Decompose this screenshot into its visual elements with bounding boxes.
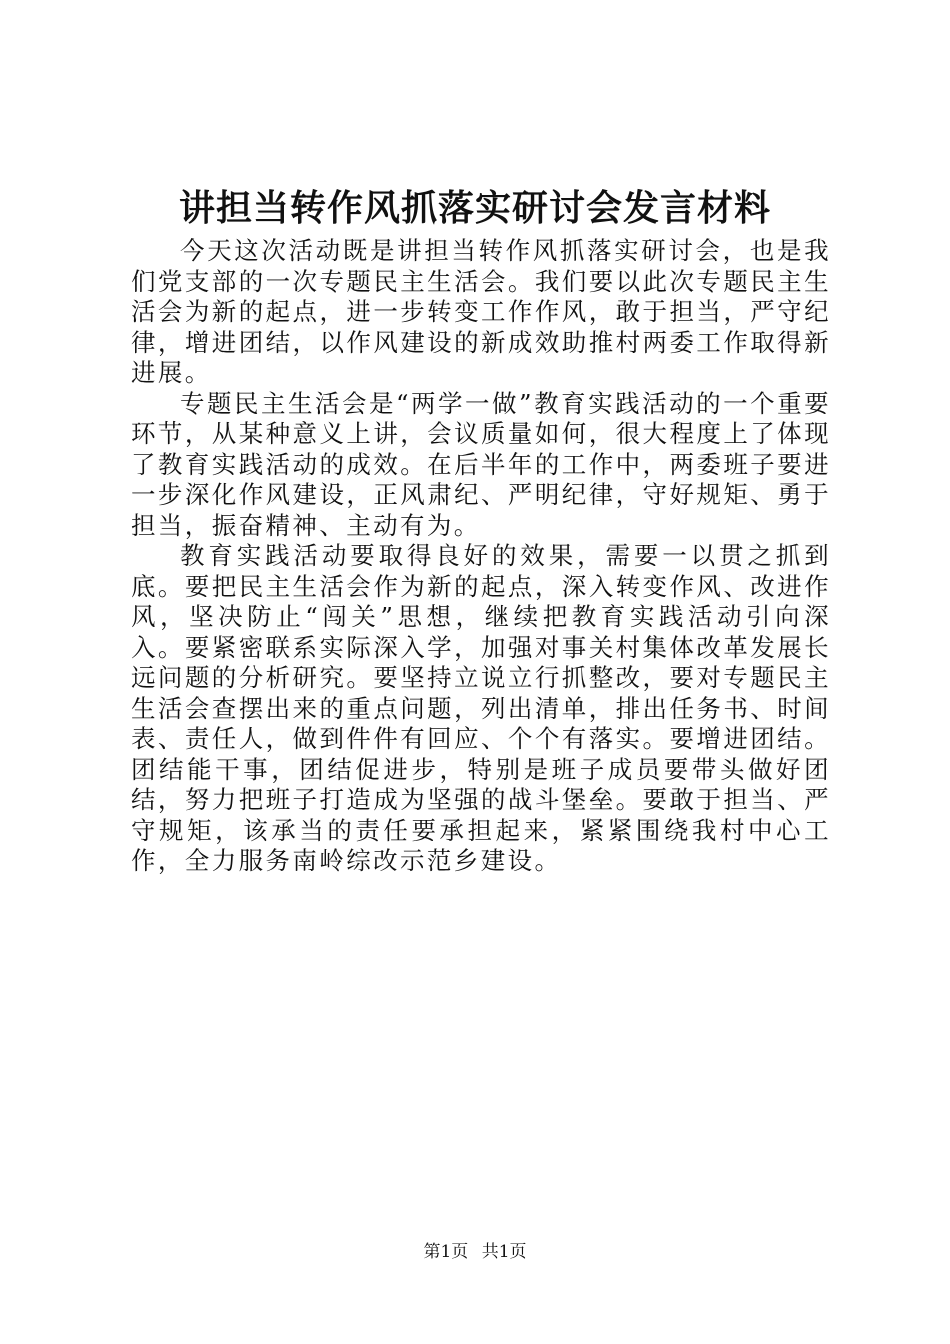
page-footer [0, 1240, 950, 1264]
paragraph-2: 专题民主生活会是“两学一做”教育实践活动的一个重要环节，从某种意义上讲，会议质量如何，很大程度上了体现了教育实践活动的成效。在后半年的工作中，两委班子要进一步深化作风建设，正风肃纪、严明纪律，守好规矩、勇于担当，振奋精神、主动有为。 [131, 388, 831, 540]
document-body [131, 236, 831, 877]
page-total: 共1页 [481, 1242, 527, 1262]
page-number: 第1页 [423, 1242, 469, 1262]
paragraph-1: 今天这次活动既是讲担当转作风抓落实研讨会，也是我们党支部的一次专题民主生活会。我们要以此次专题民主生活会为新的起点，进一步转变工作作风，敢于担当，严守纪律，增进团结，以作风建设的新成效助推村两委工作取得新进展。 [131, 236, 831, 387]
paragraph-3: 教育实践活动要取得良好的效果，需要一以贯之抓到底。要把民主生活会作为新的起点，深入转变作风、改进作风，坚决防止“闯关”思想，继续把教育实践活动引向深入。要紧密联系实际深入学，加强对事关村集体改革发展长远问题的分析研究。要坚持立说立行抓整改，要对专题民主生活会查摆出来的重点问题，列出清单，排出任务书、时间表、责任人，做到件件有回应、个个有落实。要增进团结。团结能干事，团结促进步，特别是班子成员要带头做好团结，努力把班子打造成为坚强的战斗堡垒。要敢于担当、严守规矩，该承当的责任要承担起来，紧紧围绕我村中心工作，全力服务南岭综改示范乡建设。 [131, 541, 831, 875]
document-title: 讲担当转作风抓落实研讨会发言材料 [178, 188, 771, 229]
